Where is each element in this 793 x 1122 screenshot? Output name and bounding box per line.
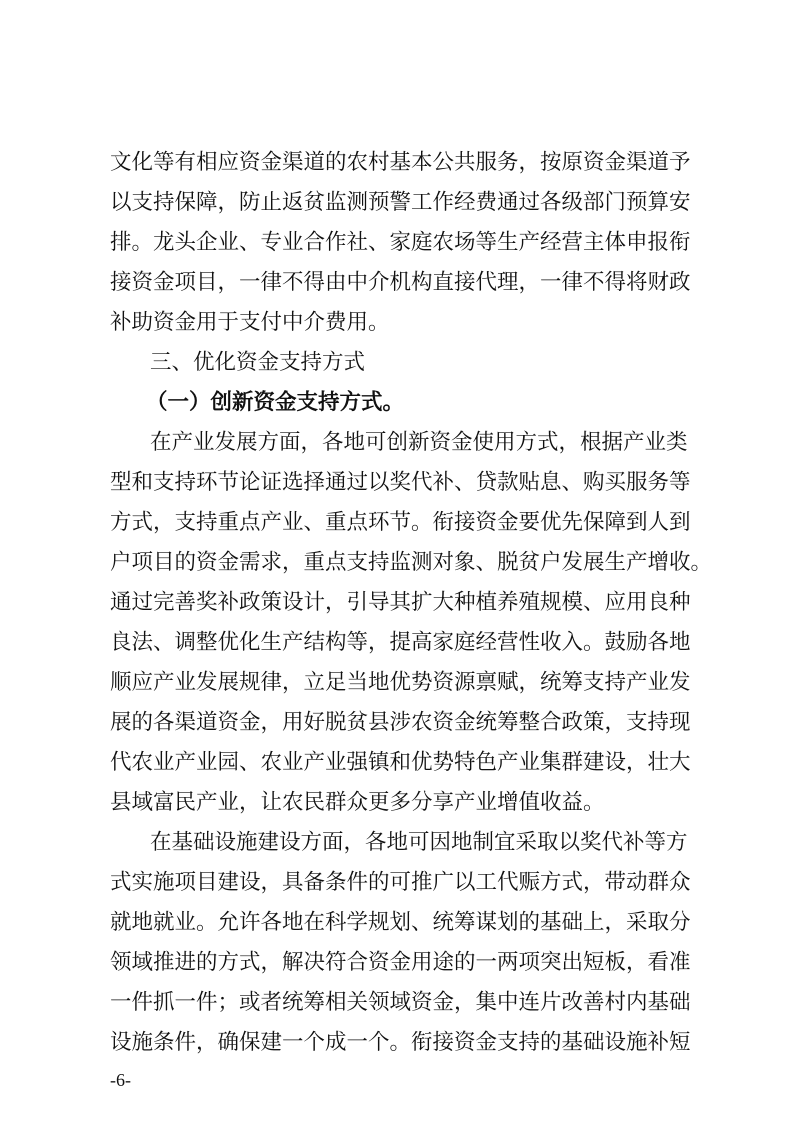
subsection-heading: （一）创新资金支持方式。 xyxy=(146,390,405,415)
paragraph-line: 在产业发展方面，各地可创新资金使用方式，根据产业类 xyxy=(150,430,688,455)
paragraph-line: 补助资金用于支付中介费用。 xyxy=(110,310,390,335)
paragraph-line: 一件抓一件；或者统筹相关领域资金，集中连片改善村内基础 xyxy=(110,990,691,1015)
paragraph-line: 排。龙头企业、专业合作社、家庭农场等生产经营主体申报衔 xyxy=(110,230,691,255)
paragraph-line: 在基础设施建设方面，各地可因地制宜采取以奖代补等方 xyxy=(150,830,688,855)
paragraph-line: 接资金项目，一律不得由中介机构直接代理，一律不得将财政 xyxy=(110,270,691,295)
paragraph-line: 领域推进的方式，解决符合资金用途的一两项突出短板，看准 xyxy=(110,950,691,975)
paragraph-line: 通过完善奖补政策设计，引导其扩大种植养殖规模、应用良种 xyxy=(110,590,691,615)
paragraph-line: 文化等有相应资金渠道的农村基本公共服务，按原资金渠道予 xyxy=(110,150,691,175)
paragraph-line: 县域富民产业，让农民群众更多分享产业增值收益。 xyxy=(110,790,605,815)
paragraph-line: 顺应产业发展规律，立足当地优势资源禀赋，统筹支持产业发 xyxy=(110,670,691,695)
paragraph-line: 方式，支持重点产业、重点环节。衔接资金要优先保障到人到 xyxy=(110,510,691,535)
paragraph-line: 展的各渠道资金，用好脱贫县涉农资金统筹整合政策，支持现 xyxy=(110,710,691,735)
paragraph-line: 就地就业。允许各地在科学规划、统筹谋划的基础上，采取分 xyxy=(110,910,691,935)
paragraph-line: 良法、调整优化生产结构等，提高家庭经营性收入。鼓励各地 xyxy=(110,630,691,655)
paragraph-line: 型和支持环节论证选择通过以奖代补、贷款贴息、购买服务等 xyxy=(110,470,691,495)
paragraph-line: 式实施项目建设，具备条件的可推广以工代赈方式，带动群众 xyxy=(110,870,691,895)
paragraph-line: 以支持保障，防止返贫监测预警工作经费通过各级部门预算安 xyxy=(110,190,691,215)
paragraph-line: 设施条件，确保建一个成一个。衔接资金支持的基础设施补短 xyxy=(110,1030,691,1055)
paragraph-line: 代农业产业园、农业产业强镇和优势特色产业集群建设，壮大 xyxy=(110,750,691,775)
section-heading: 三、优化资金支持方式 xyxy=(150,350,366,375)
page-number: -6- xyxy=(110,1070,131,1090)
paragraph-line: 户项目的资金需求，重点支持监测对象、脱贫户发展生产增收。 xyxy=(110,550,713,575)
